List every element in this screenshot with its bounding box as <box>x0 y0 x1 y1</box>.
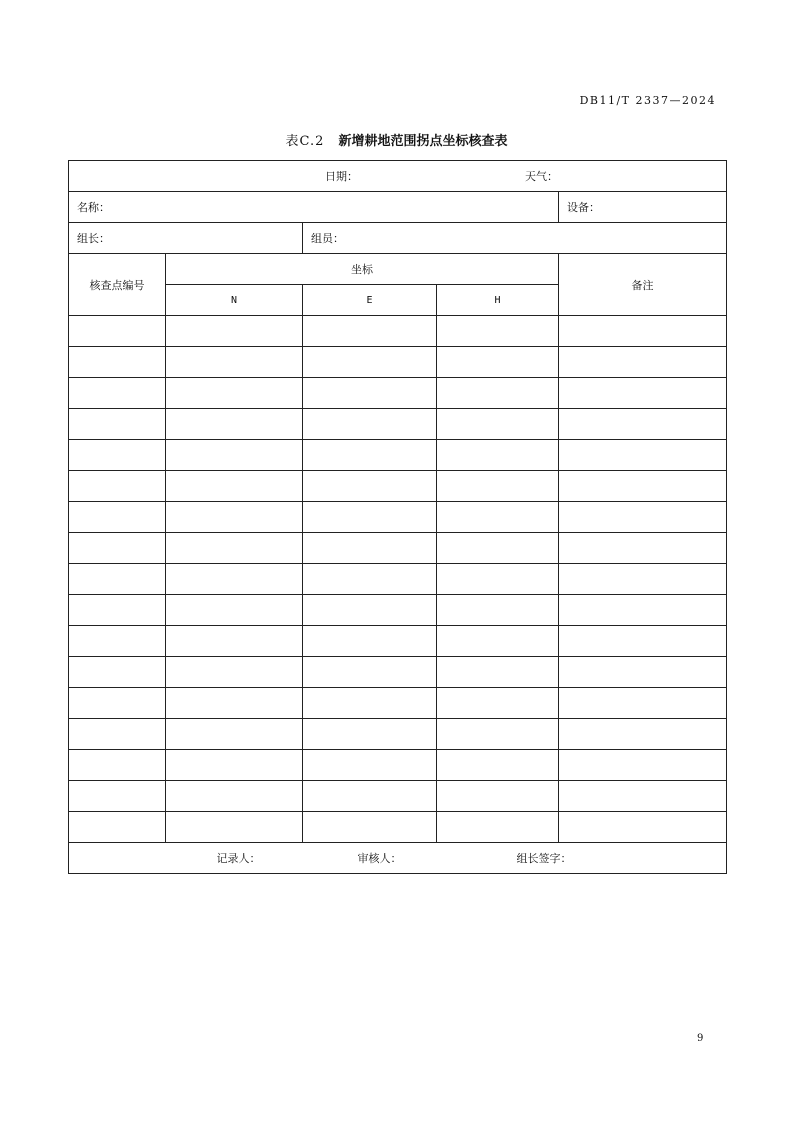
table-row <box>69 440 727 471</box>
point-id-cell <box>69 719 166 750</box>
table-row <box>69 657 727 688</box>
table-row <box>69 409 727 440</box>
weather-label: 天气： <box>525 170 559 183</box>
h-cell <box>437 688 559 719</box>
point-id-cell <box>69 564 166 595</box>
point-id-cell <box>69 688 166 719</box>
table-row <box>69 533 727 564</box>
h-cell <box>437 564 559 595</box>
column-header-row <box>69 254 727 285</box>
remarks-cell <box>559 440 727 471</box>
point-id-cell <box>69 533 166 564</box>
remarks-cell <box>559 502 727 533</box>
point-id-cell <box>69 781 166 812</box>
name-cell <box>69 192 559 223</box>
e-cell <box>303 409 437 440</box>
name-label: 名称： <box>77 201 110 214</box>
h-cell <box>437 378 559 409</box>
h-cell <box>437 812 559 843</box>
member-label: 组员： <box>311 232 344 245</box>
n-cell <box>166 719 303 750</box>
n-cell <box>166 750 303 781</box>
n-cell <box>166 688 303 719</box>
table-row <box>69 595 727 626</box>
remarks-cell <box>559 812 727 843</box>
point-id-cell <box>69 502 166 533</box>
n-cell <box>166 502 303 533</box>
e-cell <box>303 750 437 781</box>
table-row <box>69 347 727 378</box>
table-row <box>69 316 727 347</box>
signature-cell <box>69 843 727 874</box>
e-cell <box>303 316 437 347</box>
page-number: 9 <box>697 1033 704 1044</box>
point-id-cell <box>69 812 166 843</box>
h-cell <box>437 471 559 502</box>
h-cell <box>437 409 559 440</box>
member-cell <box>303 223 727 254</box>
remarks-cell <box>559 471 727 502</box>
n-cell <box>166 409 303 440</box>
table-row <box>69 688 727 719</box>
h-cell <box>437 316 559 347</box>
remarks-cell <box>559 657 727 688</box>
point-id-cell <box>69 471 166 502</box>
date-weather-cell <box>69 161 727 192</box>
equipment-label: 设备： <box>567 201 600 214</box>
n-cell <box>166 564 303 595</box>
table-number: 表C.2 <box>285 134 325 149</box>
n-cell <box>166 812 303 843</box>
n-cell <box>166 781 303 812</box>
e-cell <box>303 378 437 409</box>
table-row <box>69 471 727 502</box>
n-cell <box>166 626 303 657</box>
table-title-text: 新增耕地范围拐点坐标核查表 <box>338 134 508 149</box>
remarks-cell <box>559 409 727 440</box>
h-cell <box>437 533 559 564</box>
h-cell <box>437 502 559 533</box>
e-cell <box>303 688 437 719</box>
e-cell <box>303 626 437 657</box>
leader-member-row <box>69 223 727 254</box>
date-weather-row <box>69 161 727 192</box>
table-title <box>0 130 793 149</box>
e-cell <box>303 812 437 843</box>
h-cell <box>437 347 559 378</box>
n-cell <box>166 316 303 347</box>
n-cell <box>166 657 303 688</box>
n-header: N <box>166 285 303 316</box>
n-cell <box>166 378 303 409</box>
remarks-cell <box>559 595 727 626</box>
point-id-cell <box>69 626 166 657</box>
h-header: H <box>437 285 559 316</box>
reviewer-label: 审核人： <box>357 852 402 865</box>
leader-cell <box>69 223 303 254</box>
remarks-cell <box>559 316 727 347</box>
point-id-cell <box>69 440 166 471</box>
point-id-cell <box>69 347 166 378</box>
point-id-cell <box>69 595 166 626</box>
e-cell <box>303 471 437 502</box>
table-row <box>69 378 727 409</box>
table-row <box>69 626 727 657</box>
point-id-cell <box>69 378 166 409</box>
point-id-cell <box>69 657 166 688</box>
n-cell <box>166 347 303 378</box>
e-cell <box>303 564 437 595</box>
h-cell <box>437 626 559 657</box>
h-cell <box>437 719 559 750</box>
signature-row <box>69 843 727 874</box>
table-row <box>69 750 727 781</box>
h-cell <box>437 657 559 688</box>
equipment-cell <box>559 192 727 223</box>
e-cell <box>303 595 437 626</box>
e-header: E <box>303 285 437 316</box>
e-cell <box>303 657 437 688</box>
table-row <box>69 781 727 812</box>
name-equipment-row <box>69 192 727 223</box>
point-id-cell <box>69 409 166 440</box>
h-cell <box>437 750 559 781</box>
coordinate-check-table <box>68 160 727 874</box>
h-cell <box>437 440 559 471</box>
document-code: DB11/T 2337—2024 <box>579 94 716 107</box>
n-cell <box>166 440 303 471</box>
table-row <box>69 502 727 533</box>
e-cell <box>303 347 437 378</box>
n-cell <box>166 533 303 564</box>
e-cell <box>303 502 437 533</box>
remarks-cell <box>559 564 727 595</box>
n-cell <box>166 595 303 626</box>
leader-sign-label: 组长签字： <box>516 852 572 865</box>
remarks-cell <box>559 719 727 750</box>
e-cell <box>303 781 437 812</box>
e-cell <box>303 719 437 750</box>
point-id-cell <box>69 316 166 347</box>
n-cell <box>166 471 303 502</box>
recorder-label: 记录人： <box>216 852 261 865</box>
e-cell <box>303 533 437 564</box>
remarks-cell <box>559 378 727 409</box>
leader-label: 组长： <box>77 232 110 245</box>
table-row <box>69 719 727 750</box>
point-id-cell <box>69 750 166 781</box>
remarks-header: 备注 <box>559 254 727 316</box>
table-row <box>69 564 727 595</box>
remarks-cell <box>559 781 727 812</box>
remarks-cell <box>559 626 727 657</box>
table-row <box>69 812 727 843</box>
remarks-cell <box>559 688 727 719</box>
h-cell <box>437 781 559 812</box>
data-rows <box>69 316 727 843</box>
remarks-cell <box>559 347 727 378</box>
e-cell <box>303 440 437 471</box>
date-label: 日期： <box>325 170 359 183</box>
coordinate-header: 坐标 <box>166 254 559 285</box>
point-id-header: 核查点编号 <box>69 254 166 316</box>
remarks-cell <box>559 750 727 781</box>
h-cell <box>437 595 559 626</box>
remarks-cell <box>559 533 727 564</box>
